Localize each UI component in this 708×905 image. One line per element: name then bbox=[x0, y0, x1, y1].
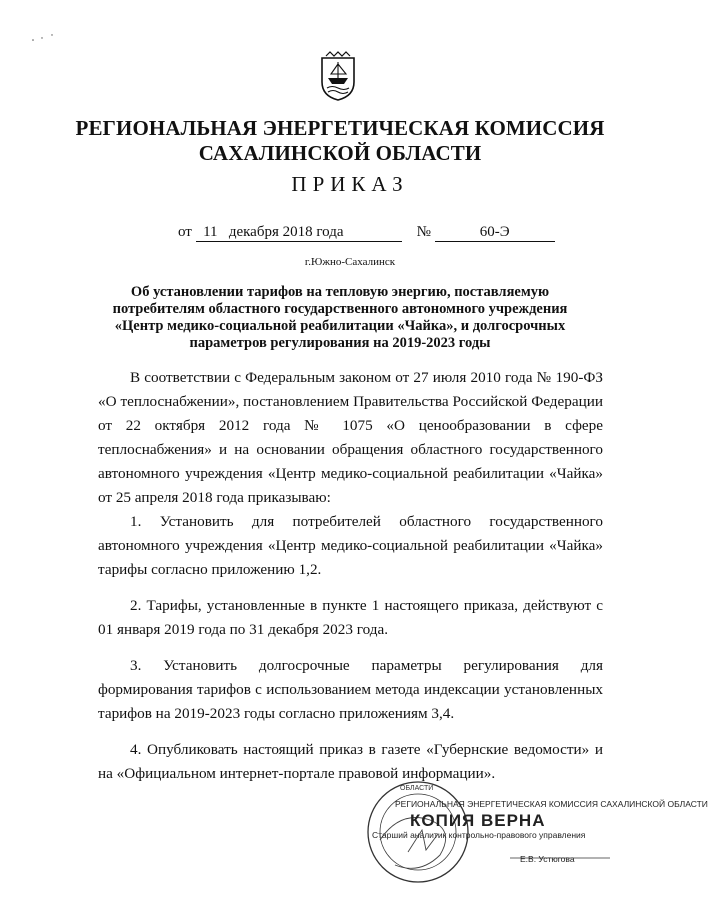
preamble-paragraph: В соответствии с Федеральным законом от 27 июля 2010 года № 190-ФЗ «О теплоснабжении», постановлением Правительства Российской Федерации от 22 октября 2012 года № 1075 «О ценообразовании в сфере теплоснабжения» и на основании обращения областного государственного автономного учреждения «Центр медико-социальной реабилитации «Чайка» от 25 апреля 2018 года приказываю: bbox=[98, 369, 603, 506]
city-name: г.Южно-Сахалинск bbox=[304, 256, 396, 268]
number-sign: № bbox=[416, 224, 431, 240]
scan-specks bbox=[30, 28, 70, 48]
date-month-year: декабря 2018 года bbox=[228, 224, 344, 240]
order-item-3: 3. Установить долгосрочные параметры регулирования для формирования тарифов с использованием метода индексации установленных тарифов на 2019-2023 годы согласно приложениям 3,4. bbox=[98, 657, 603, 722]
order-item-2: 2. Тарифы, установленные в пункте 1 настоящего приказа, действуют с 01 января 2019 года по 31 декабря 2023 года. bbox=[98, 597, 603, 638]
org-title-line-1: РЕГИОНАЛЬНАЯ ЭНЕРГЕТИЧЕСКАЯ КОМИССИЯ bbox=[75, 116, 605, 140]
order-subject bbox=[90, 284, 590, 352]
stamp-commission-text: РЕГИОНАЛЬНАЯ ЭНЕРГЕТИЧЕСКАЯ КОМИССИЯ САХАЛИНСКОЙ ОБЛАСТИ bbox=[395, 799, 708, 809]
date-day: 11 bbox=[203, 224, 218, 240]
document-number: 60-Э bbox=[435, 224, 555, 242]
org-title-line-2: САХАЛИНСКОЙ ОБЛАСТИ bbox=[198, 141, 482, 165]
stamp-ring-text: ОБЛАСТИ bbox=[400, 785, 434, 792]
subject-line-2: потребителям областного государственного автономного учреждения bbox=[112, 301, 568, 317]
stamp-position-text: Старший аналитик контрольно-правового управления bbox=[372, 830, 586, 840]
subject-line-1: Об установлении тарифов на тепловую энергию, поставляемую bbox=[130, 284, 550, 300]
order-item-4: 4. Опубликовать настоящий приказ в газете «Губернские ведомости» и на «Официальном интернет-портале правовой информации». bbox=[98, 741, 603, 782]
stamp-copy-label: КОПИЯ ВЕРНА bbox=[410, 811, 546, 830]
date-number-line bbox=[178, 224, 555, 242]
subject-line-3: «Центр медико-социальной реабилитации «Чайка», и долгосрочных bbox=[114, 318, 566, 334]
document-type: ПРИКАЗ bbox=[291, 172, 409, 196]
coat-of-arms-emblem bbox=[318, 52, 358, 102]
date-field bbox=[196, 224, 402, 242]
date-prefix: от bbox=[178, 224, 192, 240]
subject-line-4: параметров регулирования на 2019-2023 годы bbox=[189, 335, 491, 351]
organization-title bbox=[60, 116, 620, 166]
order-body bbox=[98, 366, 603, 798]
stamp-signer-name: Е.В. Устюгова bbox=[520, 854, 575, 864]
order-item-1: 1. Установить для потребителей областного государственного автономного учреждения «Центр медико-социальной реабилитации «Чайка» тарифы согласно приложению 1,2. bbox=[98, 513, 603, 578]
